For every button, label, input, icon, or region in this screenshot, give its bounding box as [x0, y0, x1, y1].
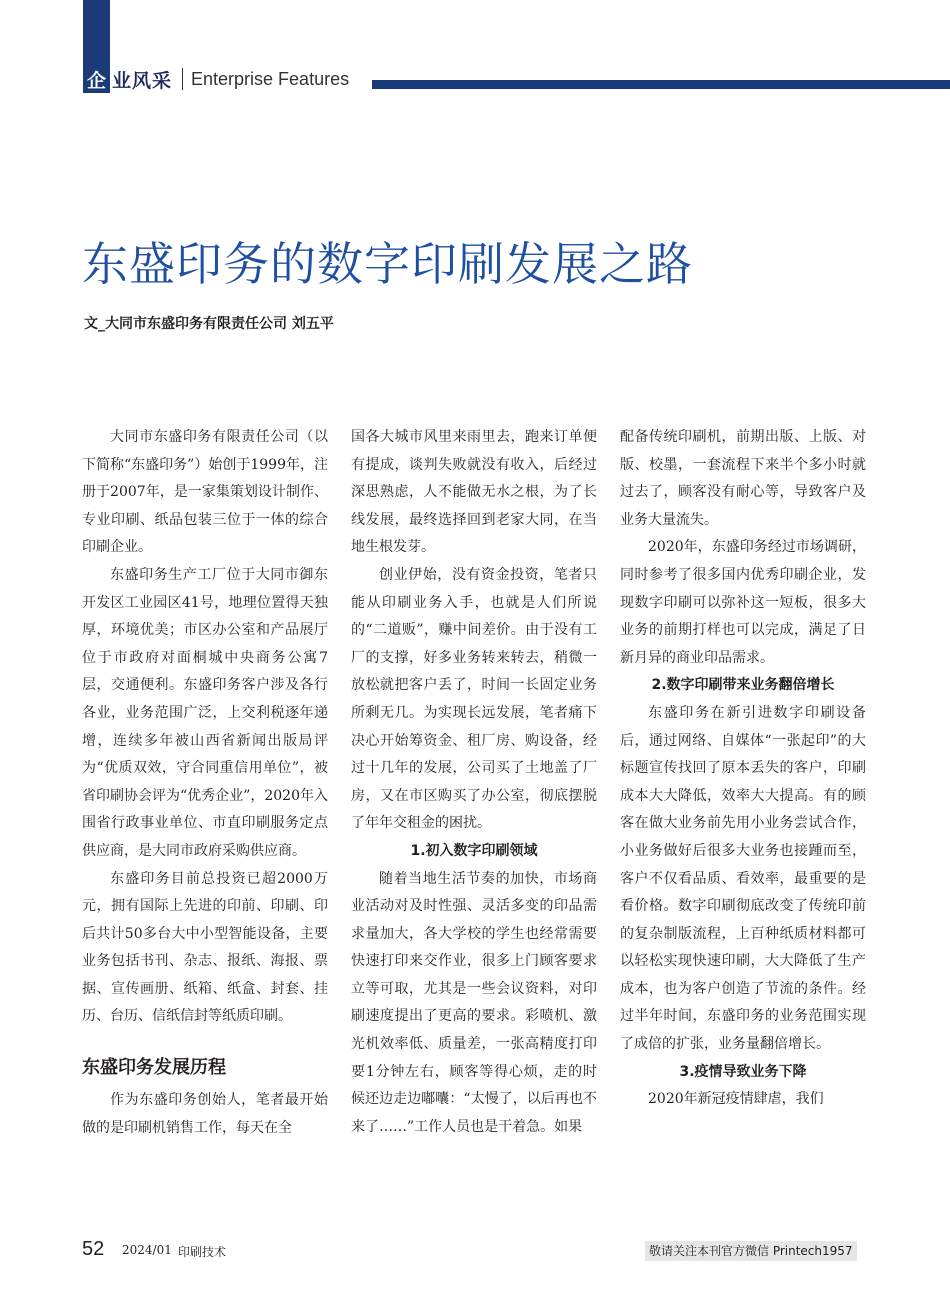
paragraph: 随着当地生活节奏的加快，市场商业活动对及时性强、灵活多变的印品需求量加大，各大学校的学生也经常需要快速打印来交作业，很多上门顾客要求立等可取，尤其是一些会议资料，对印刷速度提出了更高的要求。彩喷机、激光机效率低、质量差，一张高精度打印要1分钟左右，顾客等得心烦，走的时候还边走边嘟囔：“太慢了，以后再也不来了……”工作人员也是干着急。如果: [351, 870, 597, 1135]
paragraph: 东盛印务在新引进数字印刷设备后，通过网络、自媒体“一张起印”的大标题宣传找回了原本丢失的客户，印刷成本大大降低，效率大大提高。有的顾客在做大业务前先用小业务尝试合作，小业务做好后很多大业务也接踵而至，客户不仅看品质、看效率，最重要的是看价格。数字印刷彻底改变了传统印前的复杂制版流程，上百种纸质材料都可以轻松实现快速印刷，大大降低了生产成本，也为客户创造了节流的条件。经过半年时间，东盛印务的业务范围实现了成倍的扩张，业务量翻倍增长。: [620, 704, 866, 1053]
paragraph: 2020年新冠疫情肆虐，我们: [648, 1091, 824, 1108]
page-number: 52: [82, 1238, 105, 1260]
paragraph: 大同市东盛印务有限责任公司（以下简称“东盛印务”）始创于1999年，注册于2007年，是一家集策划设计制作、专业印刷、纸品包装三位于一体的综合印刷企业。: [82, 429, 328, 556]
text-column-2: [351, 424, 597, 1141]
subheading: 2.数字印刷带来业务翻倍增长: [651, 677, 835, 694]
header-bar: [372, 80, 950, 89]
header-top-block: [83, 0, 110, 70]
magazine-name: 印刷技术: [178, 1245, 227, 1259]
section-title-cn: 业风采: [112, 69, 173, 92]
paragraph: 东盛印务目前总投资已超2000万元，拥有国际上先进的印前、印刷、印后共计50多台大中小型智能设备，主要业务包括书刊、杂志、报纸、海报、票据、宣传画册、纸箱、纸盒、封套、挂历、台历、信纸信封等纸质印刷。: [82, 870, 328, 1025]
section-heading: 东盛印务发展历程: [82, 1057, 226, 1079]
paragraph: 作为东盛印务创始人，笔者最开始做的是印刷机销售工作，每天在全: [82, 1092, 328, 1136]
article-title: 东盛印务的数字印刷发展之路: [82, 237, 693, 291]
paragraph: 国各大城市风里来雨里去，跑来订单便有提成，谈判失败就没有收入，后经过深思熟虑，人不能做无水之根，为了长线发展，最终选择回到老家大同，在当地生根发芽。: [351, 429, 597, 556]
section-header: [83, 64, 349, 94]
paragraph: 2020年，东盛印务经过市场调研，同时参考了很多国内优秀印刷企业，发现数字印刷可以弥补这一短板，很多大业务的前期打样也可以完成，满足了日新月异的商业印品需求。: [620, 539, 866, 666]
text-column-3: [620, 424, 866, 1114]
section-title-en: Enterprise Features: [191, 68, 350, 89]
wechat-promo: 敬请关注本刊官方微信 Printech1957: [645, 1241, 857, 1261]
paragraph: 东盛印务生产工厂位于大同市御东开发区工业园区41号，地理位置得天独厚，环境优美；市区办公室和产品展厅位于市政府对面桐城中央商务公寓7层，交通便利。东盛印务客户涉及各行各业，业务范围广泛，上交利税逐年递增，连续多年被山西省新闻出版局评为“优质双效，守合同重信用单位”，被省印刷协会评为“优秀企业”，2020年入围省行政事业单位、市直印刷服务定点供应商，是大同市政府采购供应商。: [82, 566, 328, 859]
text-column-1: [82, 424, 328, 1142]
article-byline: 文_大同市东盛印务有限责任公司 刘五平: [84, 316, 334, 332]
paragraph: 配备传统印刷机，前期出版、上版、对版、校墨，一套流程下来半个多小时就过去了，顾客没有耐心等，导致客户及业务大量流失。: [620, 429, 866, 528]
issue-date: 2024/01: [122, 1243, 172, 1257]
subheading: 1.初入数字印刷领域: [410, 842, 538, 859]
header-badge: 企: [83, 65, 110, 93]
subheading: 3.疫情导致业务下降: [679, 1063, 807, 1080]
paragraph: 创业伊始，没有资金投资，笔者只能从印刷业务入手，也就是人们所说的“二道贩”，赚中间差价。由于没有工厂的支撑，好多业务转来转去，稍微一放松就把客户丢了，时间一长固定业务所剩无几。为实现长远发展，笔者痛下决心开始筹资金、租厂房、购设备，经过十几年的发展，公司买了土地盖了厂房，又在市区购买了办公室，彻底摆脱了年年交租金的困扰。: [351, 566, 597, 832]
header-divider: [182, 68, 183, 90]
